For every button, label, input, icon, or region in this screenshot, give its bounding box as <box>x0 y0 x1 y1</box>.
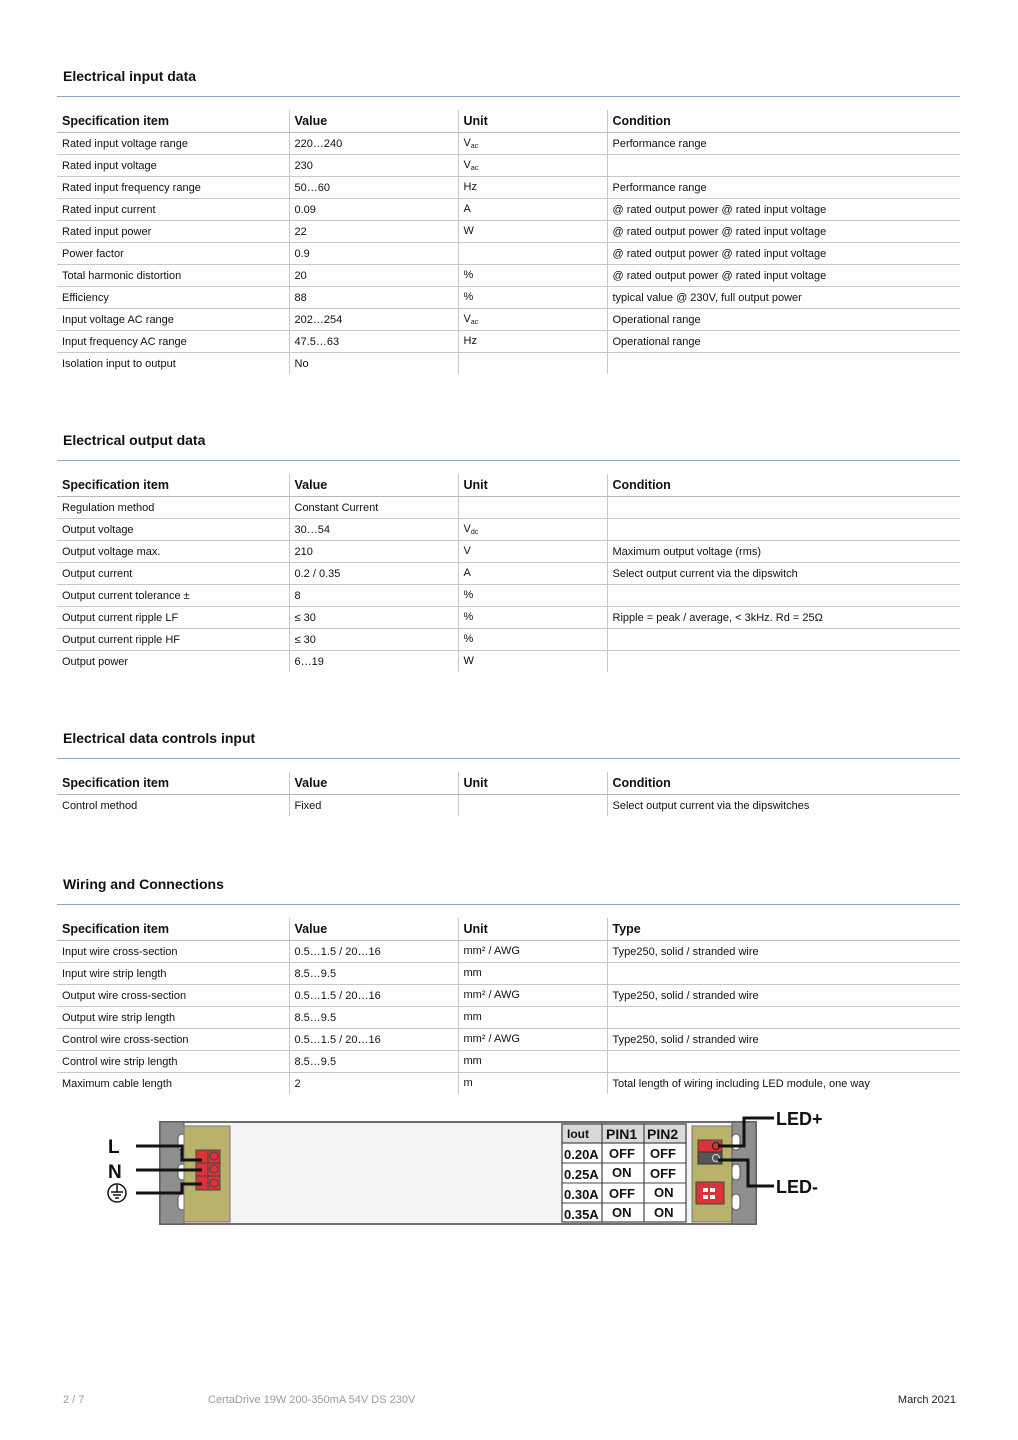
unit-base: A <box>463 567 471 579</box>
unit-cell <box>458 607 607 629</box>
unit-base: mm <box>463 1011 482 1023</box>
unit-cell <box>458 1007 607 1029</box>
condition-cell <box>607 1051 960 1073</box>
spec-item-cell: Regulation method <box>57 497 289 519</box>
value-cell: 8.5…9.5 <box>289 963 458 985</box>
column-header: Specification item <box>57 918 289 941</box>
spec-item-cell: Power factor <box>57 243 289 265</box>
condition-cell <box>607 519 960 541</box>
dip-cell: 0.25A <box>564 1167 599 1182</box>
dip-cell: ON <box>654 1205 674 1220</box>
value-cell: Constant Current <box>289 497 458 519</box>
spec-item-cell: Control wire cross-section <box>57 1029 289 1051</box>
input-label-l: L <box>108 1137 120 1158</box>
unit-base: mm <box>463 967 482 979</box>
condition-cell <box>607 585 960 607</box>
table-row <box>57 497 960 519</box>
spec-item-cell: Input frequency AC range <box>57 331 289 353</box>
column-header: Value <box>289 110 458 133</box>
column-header: Specification item <box>57 772 289 795</box>
unit-base: mm² / AWG <box>463 989 520 1001</box>
output-label-led-plus: LED+ <box>776 1109 823 1129</box>
unit-cell <box>458 331 607 353</box>
unit-cell <box>458 563 607 585</box>
condition-cell: Maximum output voltage (rms) <box>607 541 960 563</box>
condition-cell: Type250, solid / stranded wire <box>607 1029 960 1051</box>
spec-item-cell: Output voltage <box>57 519 289 541</box>
section-controls-input <box>57 728 960 812</box>
table-row <box>57 265 960 287</box>
dip-cell: ON <box>612 1165 632 1180</box>
input-label-n: N <box>108 1162 122 1183</box>
spec-item-cell: Output current ripple HF <box>57 629 289 651</box>
output-label-led-minus: LED- <box>776 1177 818 1197</box>
column-header: Value <box>289 474 458 497</box>
table-row <box>57 651 960 673</box>
condition-cell: Total length of wiring including LED module, one way <box>607 1073 960 1095</box>
spec-item-cell: Input wire strip length <box>57 963 289 985</box>
unit-cell <box>458 985 607 1007</box>
spec-item-cell: Rated input power <box>57 221 289 243</box>
section-electrical-input <box>57 66 960 370</box>
unit-cell <box>458 585 607 607</box>
spec-item-cell: Input voltage AC range <box>57 309 289 331</box>
table-row <box>57 199 960 221</box>
condition-cell: Performance range <box>607 133 960 155</box>
unit-base: Hz <box>463 181 477 193</box>
value-cell: No <box>289 353 458 375</box>
spec-item-cell: Control method <box>62 799 138 812</box>
unit-base: V <box>463 159 471 171</box>
condition-cell: @ rated output power @ rated input voltage <box>607 199 960 221</box>
unit-subscript: ac <box>470 319 479 326</box>
unit-cell <box>458 541 607 563</box>
footer-date: March 2021 <box>897 1394 956 1406</box>
unit-cell <box>458 133 607 155</box>
column-header: Value <box>289 918 458 941</box>
section-title: Wiring and Connections <box>63 876 224 892</box>
condition-cell: Type250, solid / stranded wire <box>607 941 960 963</box>
table-row <box>57 133 960 155</box>
spec-table-input <box>57 110 960 374</box>
unit-base: % <box>463 291 474 303</box>
table-row <box>57 795 960 817</box>
table-row <box>57 1051 960 1073</box>
column-header: Unit <box>458 772 607 795</box>
table-row <box>57 1073 960 1095</box>
value-cell: ≤ 30 <box>289 607 458 629</box>
condition-cell <box>607 963 960 985</box>
value-cell: 0.5…1.5 / 20…16 <box>289 1029 458 1051</box>
table-row <box>57 941 960 963</box>
condition-cell <box>607 497 960 519</box>
table-row <box>57 331 960 353</box>
dip-switch <box>696 1182 724 1204</box>
dip-header-iout: Iout <box>567 1127 589 1141</box>
spec-item-cell: Total harmonic distortion <box>57 265 289 287</box>
unit-cell <box>458 963 607 985</box>
unit-cell <box>458 199 607 221</box>
table-row <box>57 541 960 563</box>
unit-cell <box>458 651 607 673</box>
value-cell: 0.2 / 0.35 <box>289 563 458 585</box>
column-header: Unit <box>458 474 607 497</box>
table-row <box>57 519 960 541</box>
column-header: Type <box>607 918 960 941</box>
condition-cell <box>607 629 960 651</box>
spec-item-cell: Output power <box>62 655 129 668</box>
value-cell: 0.5…1.5 / 20…16 <box>289 941 458 963</box>
unit-base: mm² / AWG <box>463 945 520 957</box>
dip-switch-table <box>562 1124 686 1222</box>
spec-item-cell: Isolation input to output <box>62 357 176 370</box>
dip-cell: OFF <box>650 1146 676 1161</box>
unit-cell <box>458 1073 607 1095</box>
value-cell: 2 <box>289 1073 458 1095</box>
value-cell: 22 <box>289 221 458 243</box>
table-header-row <box>57 772 960 795</box>
value-cell: 8 <box>289 585 458 607</box>
unit-subscript: dc <box>470 529 479 536</box>
value-cell: 0.09 <box>289 199 458 221</box>
spec-table-wiring <box>57 918 960 1094</box>
section-wiring <box>57 874 960 1090</box>
dip-header-pin2: PIN2 <box>647 1126 679 1142</box>
unit-base: V <box>463 137 471 149</box>
unit-cell <box>458 1051 607 1073</box>
spec-item-cell: Maximum cable length <box>62 1077 173 1090</box>
spec-item-cell: Output voltage max. <box>57 541 289 563</box>
value-cell: 0.9 <box>289 243 458 265</box>
condition-cell: Operational range <box>607 331 960 353</box>
spec-item-cell: Output wire cross-section <box>57 985 289 1007</box>
unit-subscript: ac <box>470 165 479 172</box>
value-cell: 230 <box>289 155 458 177</box>
value-cell: 8.5…9.5 <box>289 1007 458 1029</box>
column-header: Specification item <box>57 110 289 133</box>
table-row <box>57 287 960 309</box>
condition-cell <box>607 155 960 177</box>
unit-base: Hz <box>463 335 477 347</box>
unit-base: mm <box>463 1055 482 1067</box>
condition-cell: typical value @ 230V, full output power <box>607 287 960 309</box>
dip-cell: ON <box>654 1185 674 1200</box>
unit-base: % <box>463 589 474 601</box>
unit-cell <box>458 941 607 963</box>
section-divider <box>57 758 960 759</box>
earth-ground-icon <box>108 1184 126 1202</box>
spec-item-cell: Rated input current <box>57 199 289 221</box>
unit-cell <box>458 1029 607 1051</box>
value-cell: 50…60 <box>289 177 458 199</box>
unit-cell <box>458 629 607 651</box>
condition-cell: Operational range <box>607 309 960 331</box>
table-row <box>57 629 960 651</box>
unit-cell <box>458 519 607 541</box>
unit-base: % <box>463 611 474 623</box>
unit-base: V <box>463 545 471 557</box>
column-header: Condition <box>607 772 960 795</box>
dip-cell: 0.30A <box>564 1187 599 1202</box>
table-header-row <box>57 110 960 133</box>
value-cell: 88 <box>289 287 458 309</box>
table-row <box>57 177 960 199</box>
value-cell: Fixed <box>289 795 458 817</box>
section-electrical-output <box>57 430 960 668</box>
condition-cell: @ rated output power @ rated input voltage <box>607 265 960 287</box>
value-cell: ≤ 30 <box>289 629 458 651</box>
condition-cell <box>607 1007 960 1029</box>
value-cell: 47.5…63 <box>289 331 458 353</box>
value-cell: 0.5…1.5 / 20…16 <box>289 985 458 1007</box>
section-title: Electrical input data <box>63 68 197 84</box>
condition-cell <box>607 353 960 375</box>
unit-base: V <box>463 313 471 325</box>
unit-base: W <box>463 225 474 237</box>
dip-cell: OFF <box>609 1146 635 1161</box>
condition-cell: Ripple = peak / average, < 3kHz. Rd = 25Ω <box>607 607 960 629</box>
unit-base: A <box>463 203 471 215</box>
table-row <box>57 563 960 585</box>
condition-cell: Type250, solid / stranded wire <box>607 985 960 1007</box>
unit-base: V <box>463 523 471 535</box>
spec-item-cell: Rated input voltage <box>57 155 289 177</box>
column-header: Value <box>289 772 458 795</box>
unit-cell <box>458 177 607 199</box>
condition-cell: @ rated output power @ rated input voltage <box>607 221 960 243</box>
section-divider <box>57 460 960 461</box>
unit-base: % <box>463 269 474 281</box>
unit-cell <box>458 309 607 331</box>
table-header-row <box>57 918 960 941</box>
value-cell: 6…19 <box>289 651 458 673</box>
dip-cell: 0.35A <box>564 1207 599 1222</box>
table-row <box>57 155 960 177</box>
column-header: Condition <box>607 474 960 497</box>
column-header: Unit <box>458 918 607 941</box>
spec-item-cell: Rated input voltage range <box>57 133 289 155</box>
condition-cell: Select output current via the dipswitches <box>607 795 960 817</box>
value-cell: 202…254 <box>289 309 458 331</box>
column-header: Specification item <box>57 474 289 497</box>
condition-cell: Performance range <box>607 177 960 199</box>
value-cell: 30…54 <box>289 519 458 541</box>
column-header: Condition <box>607 110 960 133</box>
unit-cell <box>458 353 607 375</box>
unit-cell <box>458 221 607 243</box>
dip-cell: ON <box>612 1205 632 1220</box>
value-cell: 20 <box>289 265 458 287</box>
dip-cell: 0.20A <box>564 1147 599 1162</box>
spec-item-cell: Output current tolerance ± <box>57 585 289 607</box>
value-cell: 8.5…9.5 <box>289 1051 458 1073</box>
table-row <box>57 309 960 331</box>
spec-item-cell: Output wire strip length <box>57 1007 289 1029</box>
dip-header-pin1: PIN1 <box>606 1126 638 1142</box>
spec-table-controls <box>57 772 960 816</box>
footer-product-name: CertaDrive 19W 200-350mA 54V DS 230V <box>208 1394 416 1406</box>
table-row <box>57 221 960 243</box>
unit-base: W <box>463 655 474 667</box>
value-cell: 220…240 <box>289 133 458 155</box>
table-row <box>57 353 960 375</box>
dip-cell: OFF <box>650 1166 676 1181</box>
spec-item-cell: Output current ripple LF <box>57 607 289 629</box>
spec-item-cell: Control wire strip length <box>57 1051 289 1073</box>
value-cell: 210 <box>289 541 458 563</box>
section-title: Electrical data controls input <box>63 730 256 746</box>
spec-table-output <box>57 474 960 672</box>
unit-cell <box>458 155 607 177</box>
table-row <box>57 985 960 1007</box>
table-header-row <box>57 474 960 497</box>
table-row <box>57 1007 960 1029</box>
table-row <box>57 243 960 265</box>
condition-cell: @ rated output power @ rated input voltage <box>607 243 960 265</box>
unit-base: mm² / AWG <box>463 1033 520 1045</box>
unit-base: % <box>463 633 474 645</box>
unit-subscript: ac <box>470 143 479 150</box>
spec-item-cell: Input wire cross-section <box>57 941 289 963</box>
spec-item-cell: Efficiency <box>57 287 289 309</box>
unit-cell <box>458 795 607 817</box>
section-divider <box>57 96 960 97</box>
footer-page-number: 2 / 7 <box>63 1394 85 1406</box>
table-row <box>57 1029 960 1051</box>
section-divider <box>57 904 960 905</box>
column-header: Unit <box>458 110 607 133</box>
table-row <box>57 963 960 985</box>
spec-item-cell: Output current <box>57 563 289 585</box>
unit-base: m <box>463 1077 473 1089</box>
section-title: Electrical output data <box>63 432 206 448</box>
unit-cell <box>458 287 607 309</box>
unit-cell <box>458 497 607 519</box>
dip-cell: OFF <box>609 1186 635 1201</box>
table-row <box>57 585 960 607</box>
wiring-diagram <box>100 1104 840 1234</box>
unit-cell <box>458 265 607 287</box>
table-row <box>57 607 960 629</box>
condition-cell <box>607 651 960 673</box>
condition-cell: Select output current via the dipswitch <box>607 563 960 585</box>
unit-cell <box>458 243 607 265</box>
spec-item-cell: Rated input frequency range <box>57 177 289 199</box>
